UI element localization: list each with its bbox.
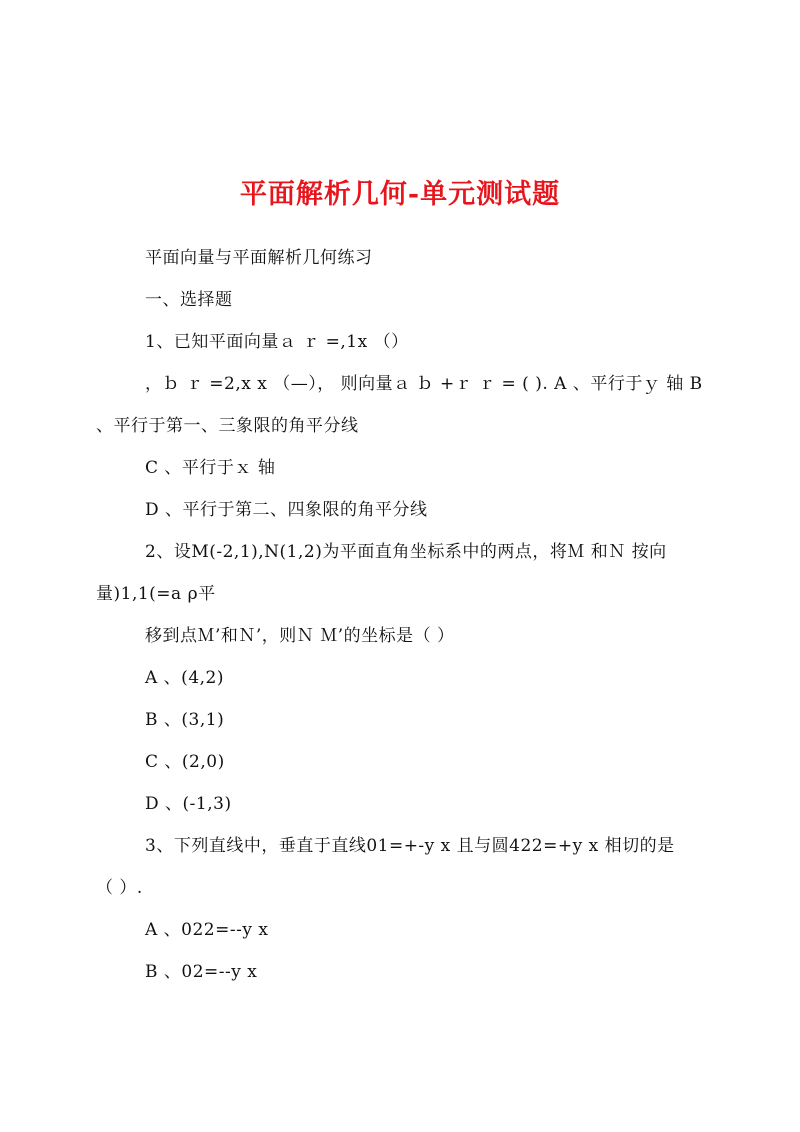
question-2-stem: 2、设M(-2,1),N(1,2)为平面直角坐标系中的两点，将Ｍ 和Ｎ 按向: [145, 542, 667, 562]
question-1-option-b: 、平行于第一、三象限的角平分线: [96, 416, 359, 436]
question-3-stem: 3、下列直线中，垂直于直线01=+-y x 且与圆422=+y x 相切的是: [145, 836, 675, 856]
question-2-prompt: 移到点Ｍ’和Ｎ’，则Ｎ Ｍ’的坐标是（ ）: [145, 626, 455, 646]
question-2-option-a: A 、(4,2): [145, 668, 224, 688]
question-1-option-d: D 、平行于第二、四象限的角平分线: [145, 500, 428, 520]
question-2-continued: 量)1,1(=a ρ平: [96, 584, 216, 604]
question-1-continued: ，ｂ ｒ =2,x x （—）， 则向量ａ ｂ +ｒ ｒ = ( ). A 、平行于ｙ 轴 B: [145, 374, 703, 394]
question-1-option-c: C 、平行于ｘ 轴: [145, 458, 276, 478]
question-1-stem: 1、已知平面向量ａ ｒ =,1x （）: [145, 332, 409, 352]
document-title: 平面解析几何-单元测试题: [239, 179, 561, 210]
subtitle-line: 平面向量与平面解析几何练习: [145, 248, 373, 268]
question-2-option-b: B 、(3,1): [145, 710, 225, 730]
question-3-option-b: B 、02=--y x: [145, 962, 258, 982]
question-3-option-a: A 、022=--y x: [145, 920, 269, 940]
question-2-option-c: C 、(2,0): [145, 752, 225, 772]
question-2-option-d: D 、(-1,3): [145, 794, 232, 814]
section-heading: 一、选择题: [145, 290, 233, 310]
question-3-continued: （ ）.: [96, 878, 143, 898]
